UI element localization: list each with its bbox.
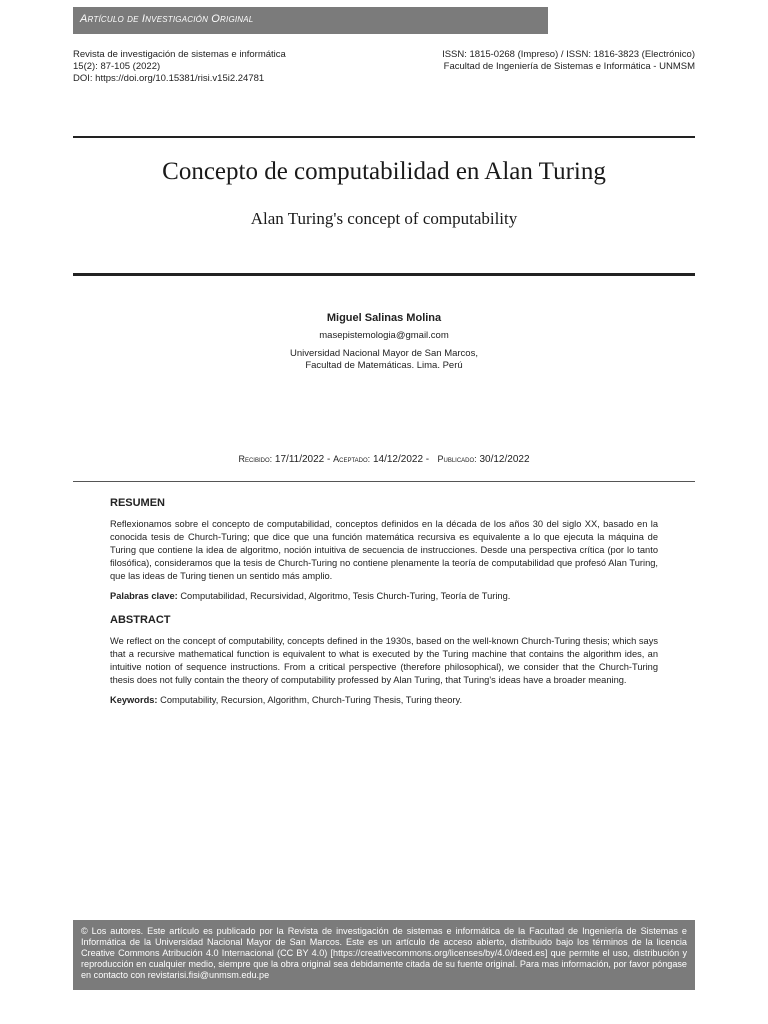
affiliation-line-1: Universidad Nacional Mayor de San Marcos, xyxy=(290,348,478,359)
resumen-keywords xyxy=(110,591,658,601)
resumen-heading: RESUMEN xyxy=(110,497,166,509)
license-footer xyxy=(73,920,695,990)
abstract-heading: ABSTRACT xyxy=(110,614,171,626)
received-date: 17/11/2022 xyxy=(274,454,325,465)
published-date: 30/12/2022 xyxy=(479,454,530,465)
author-affiliation xyxy=(0,348,768,372)
dates-divider xyxy=(73,481,695,482)
issn-line: ISSN: 1815-0268 (Impreso) / ISSN: 1816-3823 (Electrónico) xyxy=(442,49,695,60)
article-type-label: Artículo de Investigación Original xyxy=(80,13,254,25)
abstract-keywords-label: Keywords: xyxy=(110,695,158,705)
resumen-section xyxy=(110,497,658,601)
title-bottom-divider xyxy=(73,273,695,276)
journal-volume: 15(2): 87-105 (2022) xyxy=(73,61,161,72)
abstract-section xyxy=(110,614,658,705)
journal-name: Revista de investigación de sistemas e informática xyxy=(73,49,286,60)
doi-link[interactable]: DOI: https://doi.org/10.15381/risi.v15i2.24781 xyxy=(73,73,265,84)
resumen-keywords-value: Computabilidad, Recursividad, Algoritmo, Tesis Church-Turing, Teoría de Turing. xyxy=(180,591,511,601)
affiliation-line-2: Facultad de Matemáticas. Lima. Perú xyxy=(305,360,463,371)
author-name: Miguel Salinas Molina xyxy=(326,312,442,324)
publication-dates: Recibido: 17/11/2022 - Aceptado: 14/12/2022 - Publicado: 30/12/2022 xyxy=(238,454,530,465)
abstract-keywords-value: Computability, Recursion, Algorithm, Church-Turing Thesis, Turing theory. xyxy=(160,695,463,705)
resumen-keywords-label: Palabras clave: xyxy=(110,591,178,601)
resumen-text: Reflexionamos sobre el concepto de computabilidad, conceptos definidos en la década de los años 30 del siglo XX, basado en la conocida tesis de Church-Turing; que dice que una función matemática recursiva es equivalente a lo que ejecuta la máquina de Turing que contiene la idea de algoritmo, noción intuitiva de secuencia de instrucciones. Desde una perspectiva crítica (por lo tanto filosófica), consideramos que la tesis de Church-Turing no contiene plenamente la teoría de computabilidad que profesó Alan Turing, que las ideas de Turing tienen un sentido más amplio. xyxy=(110,519,658,581)
accepted-label: Aceptado: xyxy=(333,454,371,464)
title-top-divider xyxy=(73,136,695,138)
article-type-banner xyxy=(73,7,548,34)
issn-info xyxy=(442,49,695,73)
faculty-line: Facultad de Ingeniería de Sistemas e Informática - UNMSM xyxy=(443,61,695,72)
license-text: © Los autores. Este artículo es publicado por la Revista de investigación de sistemas e informática de la Facultad de Ingeniería de Sistemas e Informática de la Universidad Nacional Mayor de San Marcos. Este es un artículo de acceso abierto, distribuido bajo los términos de la licencia Creative Commons Atribución 4.0 Internacional (CC BY 4.0) [https://creativecommons.org/licenses/by/4.0/deed.es] que permite el uso, distribución y reproducción en cualquier medio, siempre que la obra original sea debidamente citada de su fuente original. Para mas información, por favor póngase en contacto con revistarisi.fisi@unmsm.edu.pe xyxy=(81,926,687,980)
abstract-text: We reflect on the concept of computability, concepts defined in the 1930s, based on the well-known Church-Turing thesis; which says that a recursive mathematical function is equivalent to what is executed by the Turing machine that contains the algorithm ides, an intuitive notion of sequence instructions. From a critical perspective (therefore philosophical), we consider that the Church-Turing thesis does not fully contain the theory of computability professed by Alan Turing, that Turing's ideas have a broader meaning. xyxy=(110,636,658,685)
published-label: Publicado: xyxy=(437,454,477,464)
received-label: Recibido: xyxy=(238,454,273,464)
article-subtitle: Alan Turing's concept of computability xyxy=(250,209,518,228)
article-title: Concepto de computabilidad en Alan Turing xyxy=(162,158,606,185)
abstract-keywords xyxy=(110,695,658,705)
author-email[interactable]: masepistemologia@gmail.com xyxy=(319,330,449,341)
journal-info xyxy=(73,49,286,85)
accepted-date: 14/12/2022 xyxy=(372,454,424,465)
